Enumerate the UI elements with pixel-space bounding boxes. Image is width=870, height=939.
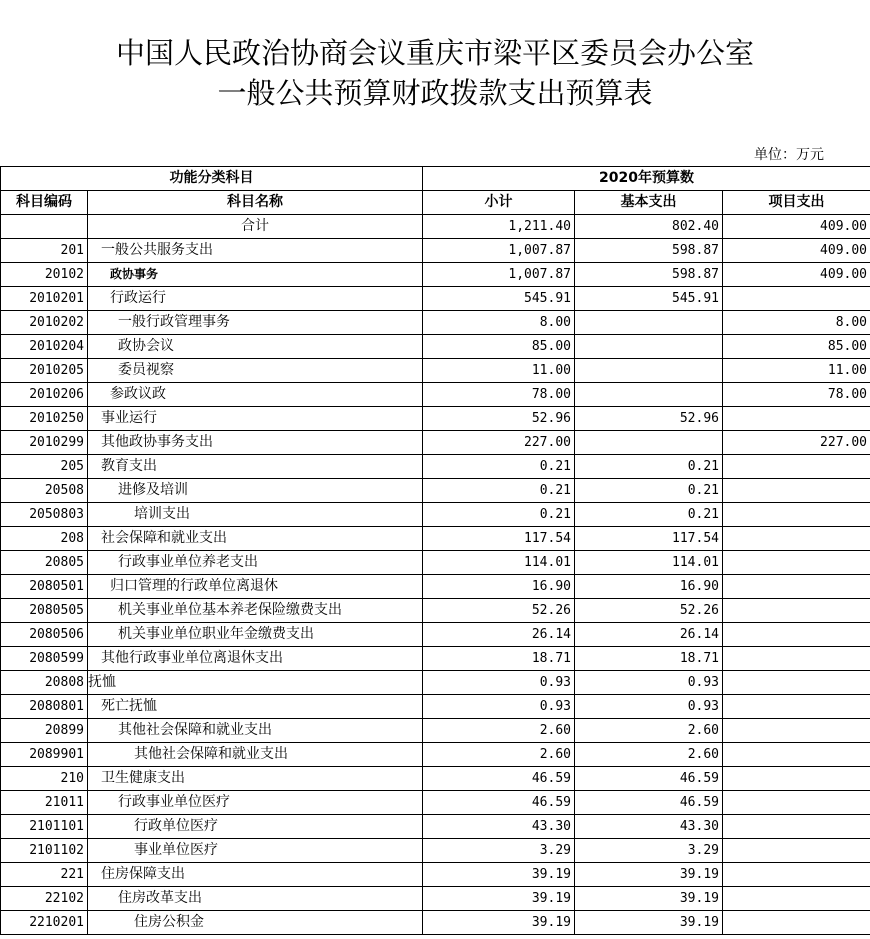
row-name: 其他社会保障和就业支出 [88, 743, 423, 767]
table-row [1, 839, 870, 863]
row-project [723, 647, 870, 671]
row-code: 2080506 [1, 623, 88, 647]
row-basic [575, 359, 723, 383]
row-name: 住房改革支出 [88, 887, 423, 911]
table-row [1, 383, 870, 407]
row-project [723, 287, 870, 311]
header-name: 科目名称 [88, 191, 423, 215]
row-basic: 26.14 [575, 623, 723, 647]
table-row [1, 719, 870, 743]
row-name: 培训支出 [88, 503, 423, 527]
row-name: 社会保障和就业支出 [88, 527, 423, 551]
header-row-group [1, 167, 870, 191]
row-name: 抚恤 [88, 671, 423, 695]
row-name: 死亡抚恤 [88, 695, 423, 719]
table-row [1, 863, 870, 887]
row-project [723, 503, 870, 527]
row-subtotal: 2.60 [423, 719, 575, 743]
row-project: 11.00 [723, 359, 870, 383]
row-name: 住房公积金 [88, 911, 423, 935]
row-name: 归口管理的行政单位离退休 [88, 575, 423, 599]
row-code: 221 [1, 863, 88, 887]
row-name: 其他行政事业单位离退休支出 [88, 647, 423, 671]
row-name: 行政事业单位医疗 [88, 791, 423, 815]
row-project: 409.00 [723, 239, 870, 263]
row-code: 210 [1, 767, 88, 791]
total-label: 合计 [88, 215, 423, 239]
table-row [1, 647, 870, 671]
row-name: 委员视察 [88, 359, 423, 383]
table-row [1, 503, 870, 527]
page-title: 中国人民政治协商会议重庆市梁平区委员会办公室 [115, 36, 754, 70]
row-code: 2010201 [1, 287, 88, 311]
row-subtotal: 18.71 [423, 647, 575, 671]
row-code: 20899 [1, 719, 88, 743]
total-subtotal: 1,211.40 [423, 215, 575, 239]
row-project [723, 887, 870, 911]
table-row [1, 431, 870, 455]
row-subtotal: 0.21 [423, 503, 575, 527]
row-name: 住房保障支出 [88, 863, 423, 887]
row-name: 行政单位医疗 [88, 815, 423, 839]
row-project: 227.00 [723, 431, 870, 455]
unit-label: 单位：万元 [754, 147, 824, 163]
row-basic [575, 311, 723, 335]
table-row [1, 311, 870, 335]
row-code: 2010206 [1, 383, 88, 407]
row-basic: 43.30 [575, 815, 723, 839]
row-code: 2010204 [1, 335, 88, 359]
row-name: 进修及培训 [88, 479, 423, 503]
table-row [1, 695, 870, 719]
row-project [723, 863, 870, 887]
row-subtotal: 2.60 [423, 743, 575, 767]
row-project: 78.00 [723, 383, 870, 407]
row-code: 2010299 [1, 431, 88, 455]
row-subtotal: 52.96 [423, 407, 575, 431]
row-code: 2101101 [1, 815, 88, 839]
header-function-category: 功能分类科目 [1, 167, 423, 191]
row-code: 2050803 [1, 503, 88, 527]
row-name: 其他社会保障和就业支出 [88, 719, 423, 743]
row-subtotal: 26.14 [423, 623, 575, 647]
row-code: 201 [1, 239, 88, 263]
total-basic: 802.40 [575, 215, 723, 239]
table-row [1, 263, 870, 287]
row-subtotal: 46.59 [423, 791, 575, 815]
table-row [1, 359, 870, 383]
table-row [1, 911, 870, 935]
row-project: 85.00 [723, 335, 870, 359]
table-row [1, 551, 870, 575]
row-subtotal: 114.01 [423, 551, 575, 575]
row-name: 行政运行 [88, 287, 423, 311]
row-basic: 18.71 [575, 647, 723, 671]
row-project [723, 623, 870, 647]
row-code: 2010205 [1, 359, 88, 383]
page-subtitle: 一般公共预算财政拨款支出预算表 [217, 76, 653, 110]
row-subtotal: 117.54 [423, 527, 575, 551]
row-basic: 39.19 [575, 863, 723, 887]
row-project [723, 575, 870, 599]
row-basic: 0.93 [575, 671, 723, 695]
table-row [1, 767, 870, 791]
row-basic [575, 431, 723, 455]
table-row [1, 527, 870, 551]
header-basic: 基本支出 [575, 191, 723, 215]
row-basic: 117.54 [575, 527, 723, 551]
row-subtotal: 545.91 [423, 287, 575, 311]
row-code: 2080501 [1, 575, 88, 599]
row-basic: 545.91 [575, 287, 723, 311]
header-subtotal: 小计 [423, 191, 575, 215]
header-budget-year: 2020年预算数 [423, 167, 870, 191]
row-basic: 46.59 [575, 791, 723, 815]
row-code: 20102 [1, 263, 88, 287]
row-project [723, 839, 870, 863]
header-row-columns [1, 191, 870, 215]
row-name: 一般公共服务支出 [88, 239, 423, 263]
row-code: 22102 [1, 887, 88, 911]
row-name: 其他政协事务支出 [88, 431, 423, 455]
row-subtotal: 0.93 [423, 671, 575, 695]
row-code: 20805 [1, 551, 88, 575]
row-basic: 0.93 [575, 695, 723, 719]
row-basic: 52.96 [575, 407, 723, 431]
row-subtotal: 0.21 [423, 479, 575, 503]
row-subtotal: 0.93 [423, 695, 575, 719]
row-basic: 39.19 [575, 911, 723, 935]
row-basic: 0.21 [575, 479, 723, 503]
row-code: 21011 [1, 791, 88, 815]
row-project [723, 551, 870, 575]
row-basic: 39.19 [575, 887, 723, 911]
row-name: 教育支出 [88, 455, 423, 479]
table-row [1, 287, 870, 311]
row-basic [575, 383, 723, 407]
row-project [723, 671, 870, 695]
row-name: 政协事务 [88, 263, 423, 287]
row-code: 2210201 [1, 911, 88, 935]
table-row [1, 791, 870, 815]
row-subtotal: 43.30 [423, 815, 575, 839]
row-basic: 52.26 [575, 599, 723, 623]
row-project [723, 599, 870, 623]
table-row [1, 239, 870, 263]
row-code: 2101102 [1, 839, 88, 863]
row-subtotal: 39.19 [423, 887, 575, 911]
row-code: 20808 [1, 671, 88, 695]
table-row [1, 815, 870, 839]
table-row [1, 455, 870, 479]
row-name: 参政议政 [88, 383, 423, 407]
row-basic: 0.21 [575, 503, 723, 527]
row-name: 政协会议 [88, 335, 423, 359]
row-project [723, 407, 870, 431]
row-project [723, 695, 870, 719]
row-name: 卫生健康支出 [88, 767, 423, 791]
total-code-cell [1, 215, 88, 239]
row-project [723, 455, 870, 479]
row-subtotal: 85.00 [423, 335, 575, 359]
row-name: 行政事业单位养老支出 [88, 551, 423, 575]
row-subtotal: 46.59 [423, 767, 575, 791]
row-subtotal: 227.00 [423, 431, 575, 455]
header-project: 项目支出 [723, 191, 870, 215]
row-name: 事业运行 [88, 407, 423, 431]
table-row [1, 887, 870, 911]
table-row [1, 671, 870, 695]
row-basic: 598.87 [575, 239, 723, 263]
row-subtotal: 1,007.87 [423, 263, 575, 287]
row-basic: 46.59 [575, 767, 723, 791]
row-subtotal: 78.00 [423, 383, 575, 407]
row-project: 8.00 [723, 311, 870, 335]
row-name: 机关事业单位职业年金缴费支出 [88, 623, 423, 647]
row-project: 409.00 [723, 263, 870, 287]
row-project [723, 815, 870, 839]
row-subtotal: 11.00 [423, 359, 575, 383]
row-subtotal: 3.29 [423, 839, 575, 863]
row-code: 2080505 [1, 599, 88, 623]
row-subtotal: 16.90 [423, 575, 575, 599]
row-code: 2089901 [1, 743, 88, 767]
table-row [1, 479, 870, 503]
row-subtotal: 52.26 [423, 599, 575, 623]
row-code: 2010250 [1, 407, 88, 431]
row-code: 2010202 [1, 311, 88, 335]
row-name: 机关事业单位基本养老保险缴费支出 [88, 599, 423, 623]
row-code: 20508 [1, 479, 88, 503]
row-project [723, 911, 870, 935]
row-basic: 0.21 [575, 455, 723, 479]
row-basic: 2.60 [575, 719, 723, 743]
total-project: 409.00 [723, 215, 870, 239]
header-code: 科目编码 [1, 191, 88, 215]
table-row [1, 623, 870, 647]
row-basic: 598.87 [575, 263, 723, 287]
table-row [1, 599, 870, 623]
row-subtotal: 39.19 [423, 911, 575, 935]
row-basic [575, 335, 723, 359]
row-code: 208 [1, 527, 88, 551]
row-project [723, 527, 870, 551]
budget-table [0, 166, 870, 935]
table-row [1, 575, 870, 599]
row-code: 205 [1, 455, 88, 479]
row-subtotal: 0.21 [423, 455, 575, 479]
row-basic: 2.60 [575, 743, 723, 767]
row-project [723, 719, 870, 743]
total-row [1, 215, 870, 239]
row-subtotal: 39.19 [423, 863, 575, 887]
table-row [1, 335, 870, 359]
row-name: 一般行政管理事务 [88, 311, 423, 335]
row-code: 2080599 [1, 647, 88, 671]
row-basic: 16.90 [575, 575, 723, 599]
row-name: 事业单位医疗 [88, 839, 423, 863]
row-subtotal: 1,007.87 [423, 239, 575, 263]
table-row [1, 407, 870, 431]
row-code: 2080801 [1, 695, 88, 719]
row-project [723, 479, 870, 503]
row-subtotal: 8.00 [423, 311, 575, 335]
row-basic: 3.29 [575, 839, 723, 863]
row-project [723, 767, 870, 791]
row-project [723, 743, 870, 767]
row-basic: 114.01 [575, 551, 723, 575]
row-project [723, 791, 870, 815]
table-row [1, 743, 870, 767]
